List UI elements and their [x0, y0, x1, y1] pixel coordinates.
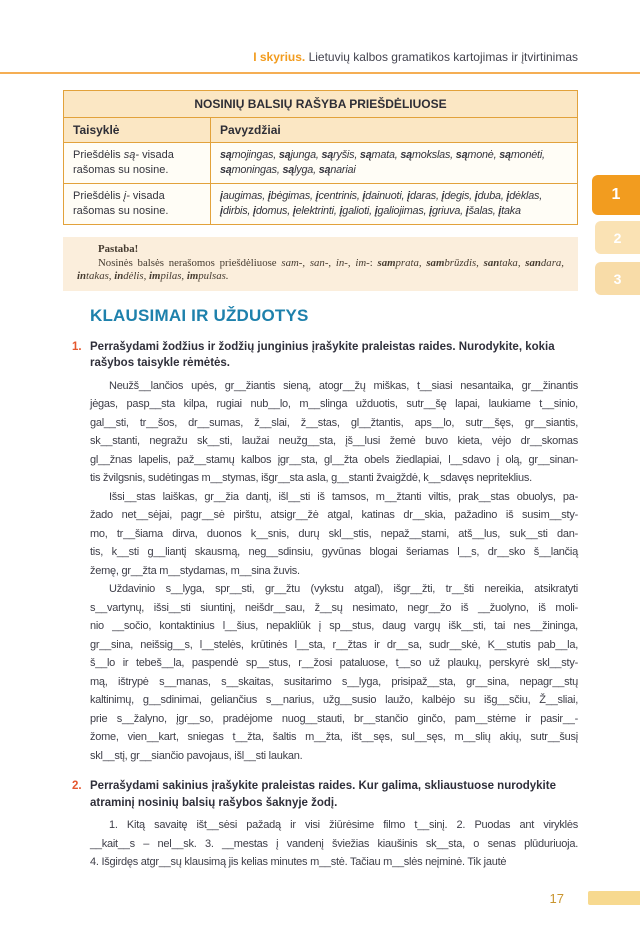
text-segment: į: [465, 205, 469, 217]
text-segment: taka: [501, 205, 521, 217]
text-segment: į: [407, 190, 410, 202]
text-line: skl__stį, gr__siančio pavojaus, išl__sti laukan.: [90, 749, 303, 762]
text-line: žado net__sėjai, pagr__sė pirštu, atsigr__žė atgal, katinas dr__skia, pažadino iš susim__sty-: [90, 509, 578, 521]
text-segment: Nosinės balsės nerašomos priešdėliuose: [98, 256, 282, 269]
text-segment: są-: [123, 149, 140, 161]
text-segment: galioti,: [342, 205, 375, 217]
text-segment: takas,: [86, 270, 115, 282]
text-segment: są: [220, 164, 232, 176]
side-tab-2-label: 2: [613, 229, 622, 246]
table-title-row: [64, 91, 578, 118]
text-segment: į-: [123, 190, 130, 202]
text-segment: augimas,: [222, 190, 268, 202]
exercise-2-number: 2.: [72, 780, 82, 792]
text-segment: in: [114, 270, 124, 282]
text-line: tis, k__sti g__liantį skausmą, neg__sdinsiu, gyvūnas blogai šeriamas l__s, dr__sko š__lančią: [90, 546, 578, 558]
text-line: kaltinimų, g__sdinimai, geliančius s__narius, užg__susio laužo, kalbėjo su išg__sčiu, Ž__sliai,: [90, 694, 578, 706]
text-segment: są: [278, 149, 291, 161]
text-line: mą, ištrypė s__manas, s__skaitas, susitarimo s__lyga, prisipaž__sta, gr__sina, nepagr__stų: [90, 675, 578, 688]
text-segment: visada rašomas su nosine.: [73, 190, 169, 217]
text-segment: mata,: [371, 149, 401, 161]
exercise-1-prompt: [72, 339, 578, 372]
text-line: __kait__s – nel__sk. 3. __mestas į vandenį šviežias kiaušinis sk__sta, o senas plūduriuoja.: [90, 837, 578, 850]
chapter-title: Lietuvių kalbos gramatikos kartojimas ir įtvirtinimas: [305, 50, 578, 64]
text-segment: pilas,: [160, 270, 187, 282]
text-segment: domus,: [255, 205, 293, 217]
text-segment: į: [441, 190, 445, 202]
text-segment: į: [253, 205, 256, 217]
text-segment: dėlis,: [123, 270, 150, 282]
text-segment: prata,: [395, 256, 427, 269]
chapter-header: [63, 0, 578, 64]
text-segment: nariai: [330, 164, 356, 176]
text-segment: lyga,: [294, 164, 319, 176]
text-segment: Priešdėlis: [73, 149, 124, 161]
text-line: Išsi__stas laiškas, gr__žia dantį, išl__sti iš tamsos, m__žtanti viltis, prak__stas obuolys, pa-: [109, 490, 578, 503]
text-segment: į: [374, 205, 378, 217]
text-segment: pulsas.: [198, 270, 229, 282]
column-header-examples: Pavyzdžiai: [211, 118, 578, 143]
exercise-1-text: [90, 377, 578, 766]
side-tab-2: [595, 221, 640, 254]
text-segment: galiojimas,: [377, 205, 430, 217]
text-segment: są: [220, 149, 232, 161]
text-segment: san: [525, 256, 541, 269]
table-row: [64, 143, 578, 184]
text-segment: są: [359, 149, 372, 161]
text-segment: į: [362, 190, 366, 202]
text-segment: junga,: [290, 149, 322, 161]
paragraph: [90, 580, 578, 765]
text-segment: į: [498, 205, 502, 217]
text-segment: dara,: [540, 256, 565, 269]
text-segment: į: [315, 190, 319, 202]
text-segment: visada rašomas su nosine.: [73, 149, 174, 176]
table-header-row: [64, 118, 578, 143]
paragraph: [90, 816, 578, 872]
text-line: gal__sti, tr__šos, dr__sumas, ž__slai, ž__stas, gl__žtantis, aps__lo, sutr__šęs, gr__siantis,: [90, 416, 578, 429]
text-segment: są: [321, 149, 334, 161]
text-segment: ryšis,: [333, 149, 360, 161]
text-segment: degis,: [444, 190, 475, 202]
text-line: mo, tr__šiama dirva, duonos k__snis, durų skl__stis, nepaž__stami, atš__lus, suk__sti dan-: [90, 527, 578, 540]
text-line: 1. Kitą savaitę išt__sėsi pažadą ir visi žiūrėsime filmo t__sinį. 2. Puodas ant viryklės: [109, 819, 578, 831]
text-segment: duba,: [477, 190, 507, 202]
text-segment: mojingas,: [231, 149, 279, 161]
note-title: Pastaba!: [98, 243, 139, 255]
exercise-1-prompt-text: Perrašydami žodžius ir žodžių junginius įrašykite praleistas raides. Nurodykite, kokia rašybos taisykle rėmėtės.: [90, 340, 555, 369]
column-header-rule: Taisyklė: [64, 118, 211, 143]
text-line: gr__sina, neišsig__s, l__stelės, krūtinės l__sta, r__žtas ir dr__sa, sudr__skė, K__stutis pab__la,: [90, 638, 578, 651]
text-segment: brūzdis,: [444, 256, 484, 269]
examples-cell: [211, 184, 578, 225]
text-segment: į: [339, 205, 343, 217]
text-segment: dėklas,: [509, 190, 543, 202]
text-segment: bėgimas,: [270, 190, 316, 202]
text-line: jėgas, pasp__sta kilpa, rugiai nub__lo, m__slinga užduotis, sutr__šę lapai, laukiame t__sinio,: [90, 398, 578, 410]
text-segment: Priešdėlis: [73, 190, 124, 202]
exercise-2-text: [90, 816, 578, 872]
text-segment: mokslas,: [411, 149, 456, 161]
text-line: 4. Išgirdęs atgr__sų klausimą jis kelias minutes m__stė. Tačiau m__slės neįminė. Tik jautė: [90, 856, 507, 868]
side-tab-1-label: 1: [611, 186, 621, 203]
exercise-2-prompt: [72, 778, 578, 811]
table-row: [64, 184, 578, 225]
text-segment: griuva,: [431, 205, 466, 217]
text-line: tis žvilgsnis, sudėtingas m__stymas, išgr__sta asla, g__stanti žvaigždė, k__sdavęs nepriteklius.: [90, 472, 532, 484]
text-line: sk__stanti, negražu sk__sti, laužai neužg__sta, įš__lusi žemė buvo kieta, vėjo dr__skomas: [90, 435, 578, 447]
text-segment: į: [292, 205, 296, 217]
text-segment: daras,: [409, 190, 442, 202]
text-line: Neužš__lančios upės, gr__žiantis sieną, atogr__žų miškas, t__siasi nesantaika, gr__žinantis: [109, 379, 578, 392]
text-segment: dirbis,: [222, 205, 254, 217]
side-tab-1: [592, 175, 640, 215]
text-segment: centrinis,: [318, 190, 363, 202]
text-segment: im: [149, 270, 161, 282]
text-line: s__vartynų, išsi__sti siuntinį, neišdr__sau, ž__sų nesimato, negr__žo iš __žuolyno, iš moli-: [90, 601, 578, 614]
exercise-1-number: 1.: [72, 340, 82, 353]
text-segment: į: [220, 205, 223, 217]
exercise-2-prompt-text: Perrašydami sakinius įrašykite praleistas raides. Kur galima, skliaustuose nurodykite atraminį nosinių balsių rašybos šaknyje žodį.: [90, 780, 556, 809]
text-segment: dainuoti,: [365, 190, 408, 202]
text-segment: są: [282, 164, 295, 176]
side-tab-3-label: 3: [613, 270, 622, 287]
text-segment: sam: [426, 256, 445, 269]
text-segment: taka,: [499, 256, 526, 269]
text-line: žome, vien__kart, sniegas t__žta, šaltis m__žta, išt__sęs, sul__sęs, m__slių akių, sutr__šusį: [90, 731, 578, 743]
text-segment: į: [429, 205, 432, 217]
table-title: NOSINIŲ BALSIŲ RAŠYBA PRIEŠDĖLIUOSE: [64, 91, 578, 118]
text-segment: są: [455, 149, 468, 161]
text-line: gl__žnas lapelis, paž__stamų kalbos įgr__sta, gl__žta obels žiedlapiai, l__sdavo į olą, gr__sinan-: [90, 453, 578, 466]
header-divider: [0, 72, 640, 74]
page-number: 17: [549, 891, 564, 906]
text-line: š__lo ir tebeš__la, paspendė sp__stus, r__žosi pataluose, t__so už plaukų, perskyrė skl__sty-: [90, 657, 578, 669]
paragraph: [90, 377, 578, 488]
text-segment: im: [186, 270, 199, 282]
section-heading: KLAUSIMAI IR UŽDUOTYS: [90, 305, 309, 325]
spelling-rules-table: [63, 90, 578, 225]
text-line: prie s__žalyno, įgr__so, pradėjome nuog__stauti, br__stančio ginčo, pam__stėme ir pasir__-: [90, 712, 578, 725]
text-segment: į: [220, 190, 223, 202]
text-segment: są: [318, 164, 331, 176]
text-line: Uždavinio s__lyga, spr__sti, gr__žtu (vykstu atgal), išgr__žti, tr__šti nereikia, atsikratyti: [109, 583, 578, 595]
footer-bar: [588, 891, 640, 905]
text-segment: į: [474, 190, 478, 202]
rule-cell: [64, 184, 211, 225]
text-segment: į: [506, 190, 510, 202]
text-segment: moningas,: [231, 164, 283, 176]
rule-cell: [64, 143, 211, 184]
side-tab-3: [595, 262, 640, 295]
text-segment: į: [267, 190, 271, 202]
text-segment: in: [77, 270, 87, 282]
note-text: [77, 257, 564, 284]
text-line: žemę, gr__žta m__stydamas, m__sina žuvis.: [90, 564, 300, 577]
text-segment: šalas,: [468, 205, 499, 217]
text-segment: są: [400, 149, 412, 161]
text-segment: monė,: [467, 149, 500, 161]
text-segment: :: [369, 256, 378, 269]
text-segment: monėti,: [510, 149, 545, 161]
paragraph: [90, 488, 578, 581]
note-box: [63, 237, 578, 291]
text-segment: sam: [377, 256, 396, 269]
text-segment: elektrinti,: [295, 205, 340, 217]
text-line: nio __sočio, kontaktinius l__šius, nepakliūk į sp__stus, daug vargų išk__sti, tai nes__žininga,: [90, 620, 578, 632]
text-segment: sam-, san-, in-, im-: [281, 256, 370, 269]
text-segment: są: [499, 149, 511, 161]
chapter-label: I skyrius.: [253, 50, 306, 64]
examples-cell: [211, 143, 578, 184]
text-segment: san: [483, 256, 500, 269]
